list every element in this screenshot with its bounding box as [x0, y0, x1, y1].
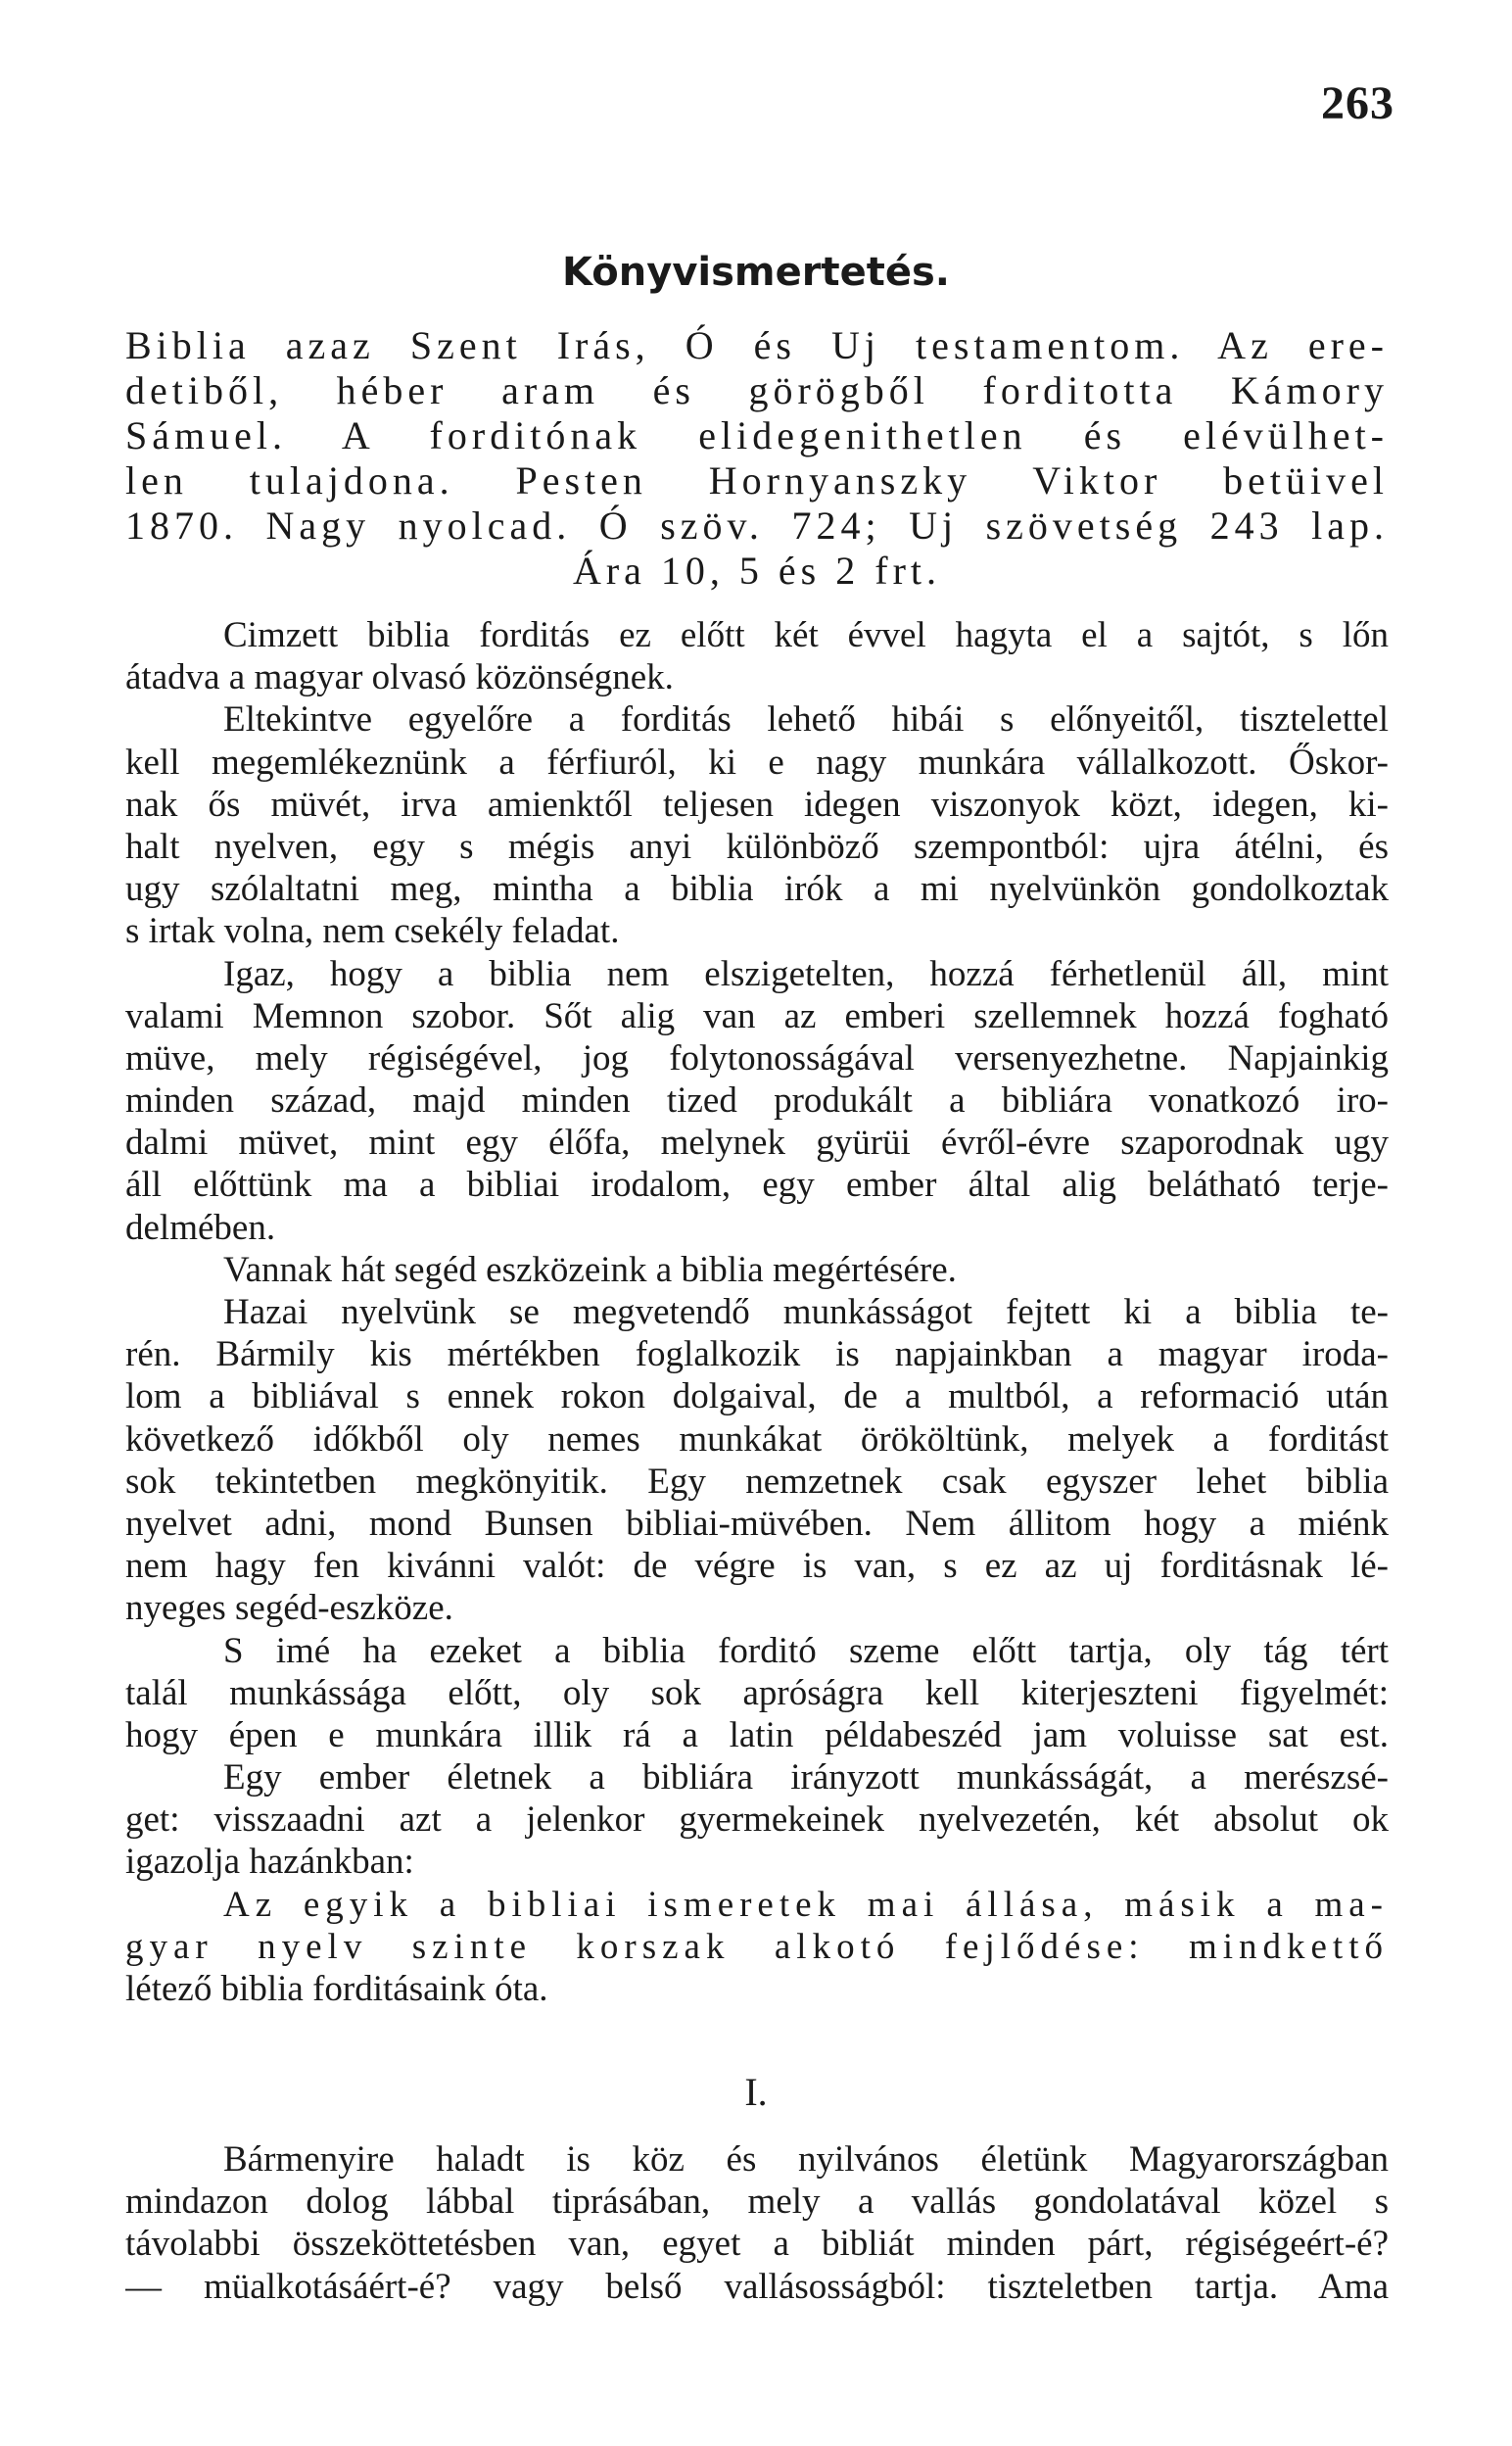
text-line: létező biblia forditásaink óta.: [125, 1969, 548, 2009]
bib-line: len tulajdona. Pesten Hornyanszky Viktor betüivel: [125, 458, 1389, 503]
text-line: igazolja hazánkban:: [125, 1842, 414, 1883]
text-line: Vannak hát segéd eszközeink a biblia megértésére.: [223, 1249, 957, 1290]
text-line: halt nyelven, egy s mégis anyi különböző szempontból: ujra átélni, és: [125, 826, 1389, 867]
text-line: rén. Bármily kis mértékben foglalkozik is napjainkban a magyar iroda-: [125, 1334, 1389, 1375]
section-heading: Könyvismertetés.: [562, 250, 950, 295]
text-line: minden század, majd minden tized produkált a bibliára vonatkozó iro-: [125, 1080, 1389, 1122]
text-line: hogy épen e munkára illik rá a latin példabeszéd jam voluisse sat est.: [125, 1714, 1389, 1755]
bibliographic-entry: [125, 323, 1389, 594]
price-line: Ára 10, 5 és 2 frt.: [572, 549, 942, 593]
text-line: müve, mely régiségével, jog folytonosságával versenyezhetne. Napjainkig: [125, 1037, 1389, 1079]
text-line: Hazai nyelvünk se megvetendő munkásságot fejtett ki a biblia te-: [223, 1292, 1389, 1332]
text-line: mindazon dolog lábbal tiprásában, mely a vallás gondolatával közel s: [125, 2182, 1389, 2223]
text-line: átadva a magyar olvasó közönségnek.: [125, 657, 674, 698]
text-line: — müalkotásáért-é? vagy belső vallásosságból: tiszteletben tartja. Ama: [125, 2266, 1389, 2307]
text-line: kell megemlékeznünk a férfiuról, ki e nagy munkára vállalkozott. Őskor-: [125, 742, 1389, 783]
text-line: áll előttünk ma a bibliai irodalom, egy ember által alig belátható terje-: [125, 1165, 1389, 1206]
text-line: távolabbi összeköttetésben van, egyet a bibliát minden párt, régiségeért-é?: [125, 2224, 1389, 2265]
text-line: nak ős müvét, irva amienktől teljesen idegen viszonyok közt, idegen, ki-: [125, 784, 1389, 825]
text-line: S imé ha ezeket a biblia forditó szeme előtt tartja, oly tág tért: [223, 1630, 1389, 1671]
text-line: Eltekintve egyelőre a forditás lehető hibái s előnyeitől, tisztelettel: [223, 699, 1389, 741]
text-line: Igaz, hogy a biblia nem elszigetelten, hozzá férhetlenül áll, mint: [223, 953, 1389, 994]
review-body: [125, 614, 1389, 2010]
text-line: nyelvet adni, mond Bunsen bibliai-müvében. Nem állitom hogy a miénk: [125, 1503, 1389, 1544]
text-line: következő időkből oly nemes munkákat örököltünk, melyek a forditást: [125, 1418, 1389, 1460]
spaced-text-line: Az egyik a bibliai ismeretek mai állása, másik a ma-: [223, 1884, 1389, 1925]
text-line: sok tekintetben megkönyitik. Egy nemzetnek csak egyszer lehet biblia: [125, 1461, 1389, 1502]
spaced-text-line: gyar nyelv szinte korszak alkotó fejlődése: mindkettő: [125, 1926, 1389, 1967]
text-line: dalmi müvet, mint egy élőfa, melynek gyürüi évről-évre szaporodnak ugy: [125, 1123, 1389, 1164]
bib-line: detiből, héber aram és görögből forditotta Kámory: [125, 368, 1389, 412]
section-body: [125, 2138, 1389, 2308]
text-line: lom a bibliával s ennek rokon dolgaival, de a multból, a reformació után: [125, 1376, 1389, 1417]
text-line: nyeges segéd-eszköze.: [125, 1588, 453, 1629]
text-line: talál munkássága előtt, oly sok apróságra kell kiterjeszteni figyelmét:: [125, 1672, 1389, 1713]
text-line: s irtak volna, nem csekély feladat.: [125, 911, 620, 952]
text-line: get: visszaadni azt a jelenkor gyermekeinek nyelvezetén, két absolut ok: [125, 1799, 1389, 1841]
text-line: Bármenyire haladt is köz és nyilvános életünk Magyarországban: [223, 2139, 1389, 2180]
bib-line: Sámuel. A forditónak elidegenithetlen és elévülhet-: [125, 413, 1389, 457]
text-line: nem hagy fen kivánni valót: de végre is van, s ez az uj forditásnak lé-: [125, 1546, 1389, 1587]
text-line: Egy ember életnek a bibliára irányzott munkásságát, a merészsé-: [223, 1757, 1389, 1799]
bib-line: 1870. Nagy nyolcad. Ó szöv. 724; Uj szövetség 243 lap.: [125, 504, 1389, 548]
text-line: delmében.: [125, 1207, 276, 1248]
bib-line: Biblia azaz Szent Irás, Ó és Uj testamentom. Az ere-: [125, 323, 1389, 367]
text-line: Cimzett biblia forditás ez előtt két évvel hagyta el a sajtót, s lőn: [223, 615, 1389, 655]
section-numeral: I.: [744, 2070, 768, 2114]
text-line: valami Memnon szobor. Sőt alig van az emberi szellemnek hozzá fogható: [125, 995, 1389, 1036]
text-line: ugy szólaltatni meg, mintha a biblia irók a mi nyelvünkön gondolkoztak: [125, 869, 1389, 910]
page-number: 263: [1321, 77, 1394, 129]
